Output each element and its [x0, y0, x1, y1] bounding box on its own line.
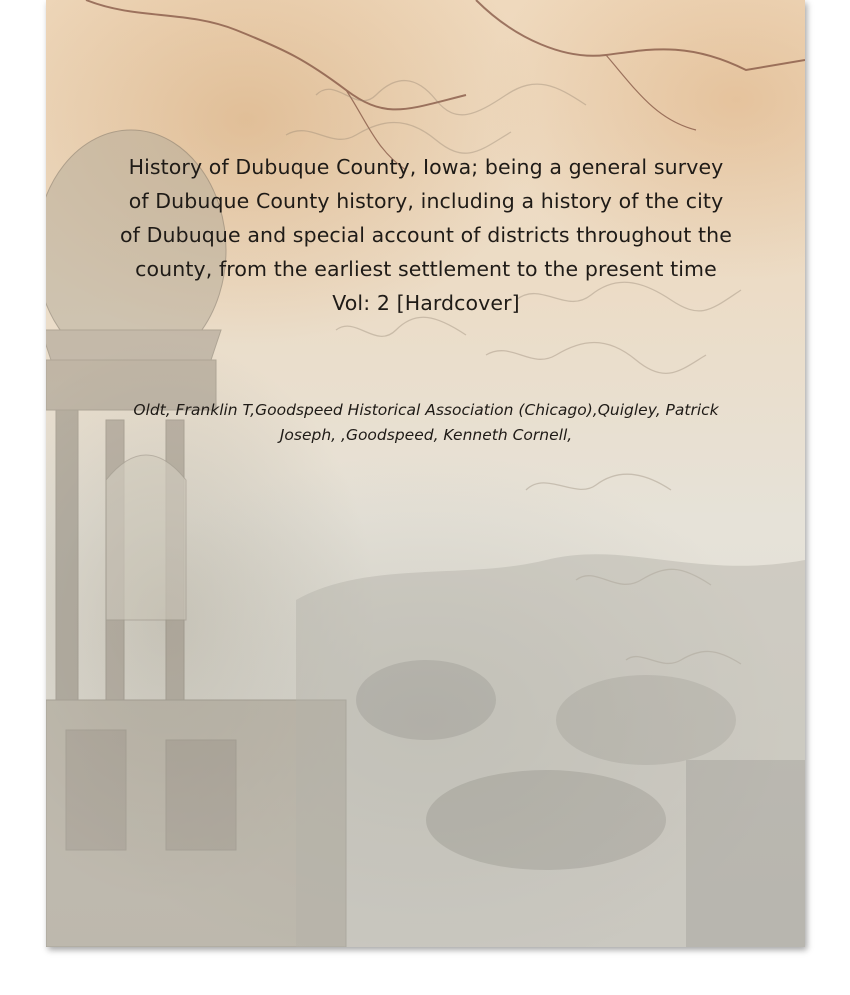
book-authors: Oldt, Franklin T,Goodspeed Historical Association (Chicago),Quigley, Patrick Joseph, ,Goodspeed, Kenneth Cornell,	[133, 401, 719, 444]
book-cover	[46, 0, 805, 947]
cover-background-art	[46, 0, 805, 947]
parchment-cracks	[86, 0, 805, 170]
book-title: History of Dubuque County, Iowa; being a general survey of Dubuque County history, including a history of the city of Dubuque and special account of districts throughout the county, from the earliest settlement to the present time Vol: 2 [Hardcover]	[120, 155, 732, 315]
landscape-etching	[296, 554, 805, 947]
